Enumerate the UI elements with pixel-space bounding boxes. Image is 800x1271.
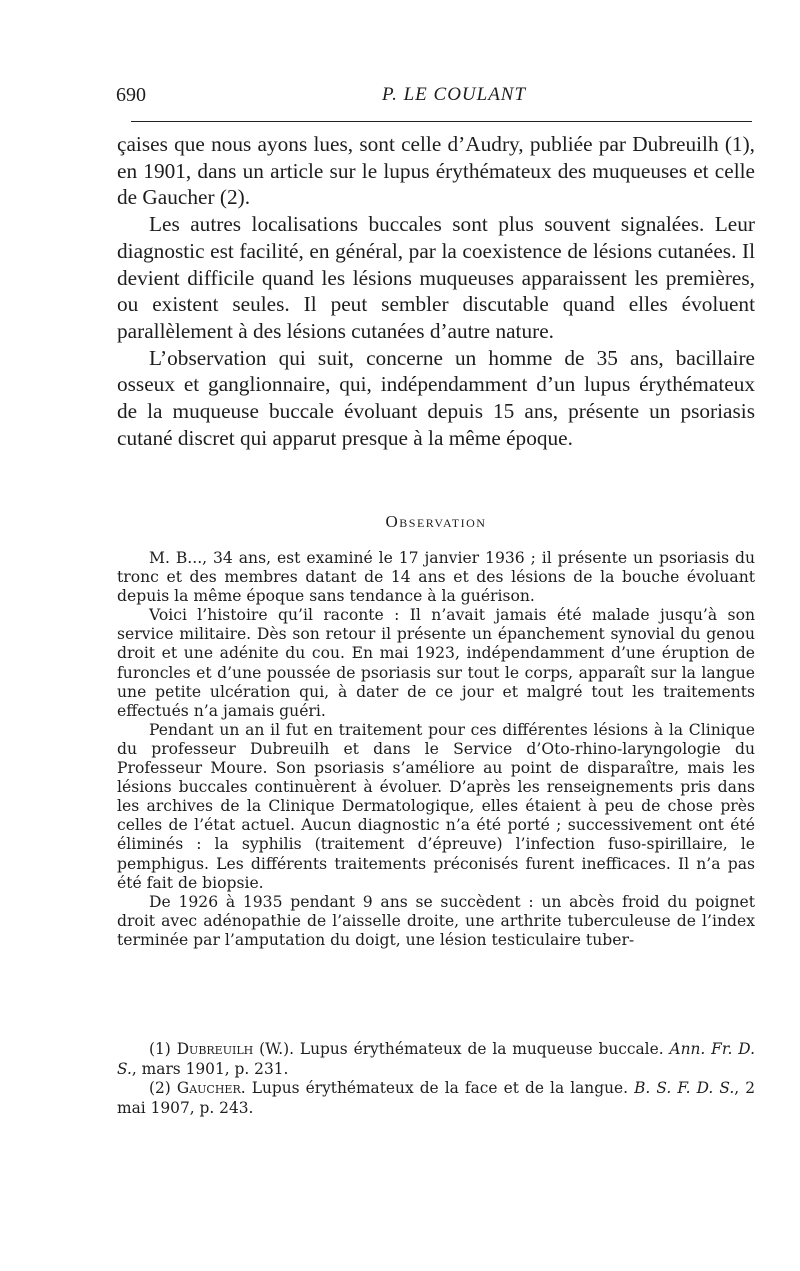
footnote-text: , mars 1901, p. 231. <box>131 1059 289 1078</box>
footnote-number: (1) <box>149 1040 171 1058</box>
footnote-author: Dubreuilh <box>176 1040 254 1058</box>
paragraph: L’observation qui suit, concerne un homme de 35 ans, bacillaire osseux et ganglionnaire, qui, indépendamment d’un lupus érythémateux de la muqueuse buccale évoluant depuis 15 ans, présente un psoriasis cutané discret qui apparut presque à la même époque. <box>117 345 755 450</box>
body-text <box>117 131 755 451</box>
footnotes <box>117 1040 755 1118</box>
observation-text <box>117 549 755 950</box>
paragraph: çaises que nous ayons lues, sont celle d’Audry, publiée par Dubreuilh (1), en 1901, dans un article sur le lupus érythémateux des muqueuses et celle de Gaucher (2). <box>117 132 755 210</box>
page-number: 690 <box>116 84 146 106</box>
footnote <box>117 1040 755 1079</box>
paragraph: De 1926 à 1935 pendant 9 ans se succèdent : un abcès froid du poignet droit avec adénopathie de l’aisselle droite, une arthrite tuberculeuse de l’index terminée par l’amputation du doigt, une lésion testiculaire tuber- <box>117 892 755 949</box>
footnote-text: . Lupus érythémateux de la face et de la langue. <box>240 1079 635 1098</box>
paragraph: Voici l’histoire qu’il raconte : Il n’avait jamais été malade jusqu’à son service militaire. Dès son retour il présente un épanchement synovial du genou droit et une adénite du cou. En mai 1923, indépendamment d’une éruption de furoncles et d’une poussée de psoriasis sur tout le corps, apparaît sur la langue une petite ulcération qui, à dater de ce jour et malgré tout les traitements effectués n’a jamais guéri. <box>117 606 755 720</box>
footnote-author: Gaucher <box>176 1079 241 1098</box>
footnote-journal: B. S. F. D. S. <box>634 1079 735 1098</box>
footnote-text: (W.). Lupus érythémateux de la muqueuse buccale. <box>253 1040 670 1058</box>
footnote-journal: Ann. Fr. D. S. <box>117 1040 755 1078</box>
footnote <box>117 1079 755 1118</box>
paragraph: Pendant un an il fut en traitement pour ces différentes lésions à la Clinique du professeur Dubreuilh et dans le Service d’Oto-rhino-laryngologie du Professeur Moure. Son psoriasis s’améliore au point de disparaître, mais les lésions buccales continuèrent à évoluer. D’après les renseignements pris dans les archives de la Clinique Dermatologique, elles étaient à peu de chose près celles de l’état actuel. Aucun diagnostic n’a été porté ; successivement ont été éliminés : la syphilis (traitement d’épreuve) l’infection fuso-spirillaire, le pemphigus. Les différents traitements préconisés furent inefficaces. Il n’a pas été fait de biopsie. <box>117 720 755 892</box>
section-heading: Observation <box>385 512 487 531</box>
page-header <box>116 84 752 114</box>
paragraph: Les autres localisations buccales sont plus souvent signalées. Leur diagnostic est facilité, en général, par la coexistence de lésions cutanées. Il devient difficile quand les lésions muqueuses apparaissent les premières, ou existent seules. Il peut sembler discutable quand elles évoluent parallèlement à des lésions cutanées d’autre nature. <box>117 212 755 343</box>
footnote-number: (2) <box>149 1079 171 1098</box>
footnote-text: , 2 mai 1907, p. 243. <box>117 1079 756 1117</box>
paragraph: M. B..., 34 ans, est examiné le 17 janvier 1936 ; il présente un psoriasis du tronc et des membres datant de 14 ans et des lésions de la bouche évoluant depuis la même époque sans tendance à la guérison. <box>117 549 755 606</box>
running-head: P. LE COULANT <box>381 84 527 105</box>
header-rule <box>131 121 752 122</box>
